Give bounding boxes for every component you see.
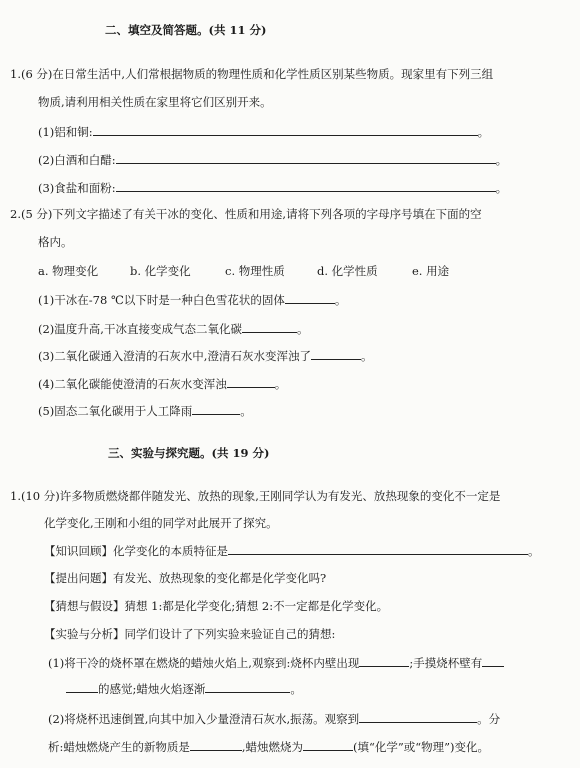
s3-q1-line1: 1.(10 分)许多物质燃烧都伴随发光、放热的现象,王刚同学认为有发光、放热现象的变化不一定是 xyxy=(10,489,501,503)
knowledge-review xyxy=(44,542,540,559)
period: 。 xyxy=(477,125,490,139)
option-b: b. 化学变化 xyxy=(130,264,191,278)
exp1-text-c: 的感觉;蜡烛火焰逐渐 xyxy=(98,682,206,696)
q1-line1: 1.(6 分)在日常生活中,人们常根据物质的物理性质和化学性质区别某些物质。现家里有下列三组 xyxy=(10,67,494,81)
q2-item4-blank[interactable] xyxy=(227,375,275,388)
q2-item1-blank[interactable] xyxy=(285,291,335,304)
q2-item1-text: (1)干冰在-78 ℃以下时是一种白色雪花状的固体 xyxy=(38,293,285,307)
exp2-text-b: 。分 xyxy=(477,712,501,726)
hypothesis: 【猜想与假设】猜想 1:都是化学变化;猜想 2:不一定都是化学变化。 xyxy=(44,599,389,613)
exp2-text-c: 析:蜡烛燃烧产生的新物质是 xyxy=(48,740,190,754)
q1-item3-label: (3)食盐和面粉: xyxy=(38,181,116,195)
exp2-blank-a[interactable] xyxy=(359,710,477,723)
q1-item3 xyxy=(38,179,507,196)
knowledge-review-blank[interactable] xyxy=(228,542,528,555)
exp1-blank-b[interactable] xyxy=(482,654,504,667)
exp2-text-e: (填“化学”或“物理”)变化。 xyxy=(353,740,490,754)
period: 。 xyxy=(296,322,309,336)
section3-title: 三、实验与探究题。(共 19 分) xyxy=(108,446,270,460)
q2-item2-blank[interactable] xyxy=(242,320,297,333)
q1-item1-label: (1)铝和铜: xyxy=(38,125,93,139)
q1-item2-label: (2)白酒和白醋: xyxy=(38,153,116,167)
experiment-analysis: 【实验与分析】同学们设计了下列实验来验证自己的猜想: xyxy=(44,627,336,641)
period: 。 xyxy=(290,682,302,696)
exp1-line1 xyxy=(48,654,504,671)
period: 。 xyxy=(334,293,347,307)
q2-item3-blank[interactable] xyxy=(311,347,361,360)
raise-question: 【提出问题】有发光、放热现象的变化都是化学变化吗? xyxy=(44,571,327,585)
q2-line2: 格内。 xyxy=(38,235,73,249)
period: 。 xyxy=(274,377,287,391)
knowledge-review-text: 【知识回顾】化学变化的本质特征是 xyxy=(44,544,228,558)
option-d: d. 化学性质 xyxy=(317,264,378,278)
period: 。 xyxy=(360,349,373,363)
q2-item1 xyxy=(38,291,346,308)
q2-options xyxy=(38,263,449,279)
q1-item3-blank[interactable] xyxy=(116,179,496,192)
exp1-text-a: (1)将干冷的烧杯罩在燃烧的蜡烛火焰上,观察到:烧杯内壁出现 xyxy=(48,656,360,670)
exp1-blank-a[interactable] xyxy=(359,654,409,667)
option-a: a. 物理变化 xyxy=(38,264,99,278)
exp2-line1 xyxy=(48,710,500,727)
q1-item2-blank[interactable] xyxy=(116,151,496,164)
exp2-blank-c[interactable] xyxy=(303,738,353,751)
q2-item4 xyxy=(38,375,286,392)
option-c: c. 物理性质 xyxy=(225,264,285,278)
exp2-text-a: (2)将烧杯迅速倒置,向其中加入少量澄清石灰水,振荡。观察到 xyxy=(48,712,360,726)
q2-item2 xyxy=(38,320,308,337)
q2-item5-text: (5)固态二氧化碳用于人工降雨 xyxy=(38,404,193,418)
exp1-blank-d[interactable] xyxy=(205,680,290,693)
q2-item3 xyxy=(38,347,372,364)
q2-line1: 2.(5 分)下列文字描述了有关干冰的变化、性质和用途,请将下列各项的字母序号填在下面的空 xyxy=(10,207,482,221)
period: 。 xyxy=(495,181,508,195)
q1-line2: 物质,请利用相关性质在家里将它们区别开来。 xyxy=(38,95,272,109)
q2-item2-text: (2)温度升高,干冰直接变成气态二氧化碳 xyxy=(38,322,242,336)
q1-item2 xyxy=(38,151,507,168)
q1-item1-blank[interactable] xyxy=(93,123,478,136)
q1-item1 xyxy=(38,123,489,140)
period: 。 xyxy=(240,404,252,418)
q2-item5 xyxy=(38,402,252,419)
q2-item4-text: (4)二氧化碳能使澄清的石灰水变浑浊 xyxy=(38,377,227,391)
q2-item5-blank[interactable] xyxy=(192,402,240,415)
exp1-line2 xyxy=(66,680,302,697)
exp2-blank-b[interactable] xyxy=(190,738,242,751)
option-e: e. 用途 xyxy=(412,264,450,278)
section2-title: 二、填空及简答题。(共 11 分) xyxy=(105,23,267,37)
period: 。 xyxy=(528,544,540,558)
s3-q1-line2: 化学变化,王刚和小组的同学对此展开了探究。 xyxy=(44,516,278,530)
exp1-text-b: ;手摸烧杯壁有 xyxy=(409,656,483,670)
period: 。 xyxy=(495,153,508,167)
exp2-line2 xyxy=(48,738,489,755)
q2-item3-text: (3)二氧化碳通入澄清的石灰水中,澄清石灰水变浑浊了 xyxy=(38,349,311,363)
exp2-text-d: ,蜡烛燃烧为 xyxy=(241,740,304,754)
exp1-blank-c[interactable] xyxy=(66,680,98,693)
